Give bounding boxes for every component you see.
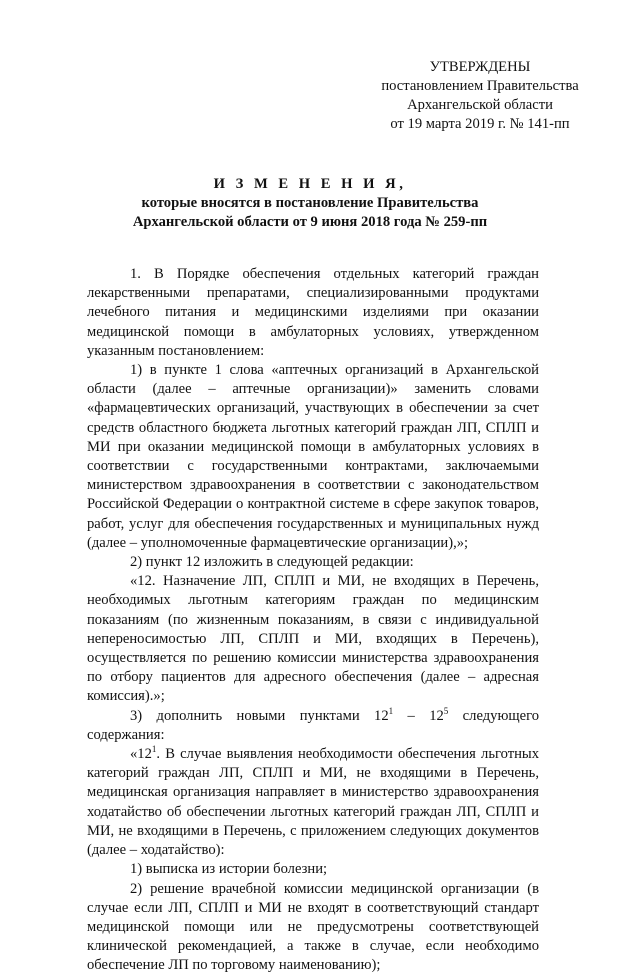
heading-subtitle: Архангельской области от 9 июня 2018 года № 259-пп [132,214,488,230]
approval-line: Архангельской области [407,97,553,113]
approval-block [360,58,600,134]
paragraph-text: следующего содержания: [87,707,539,743]
paragraph-text: 3) дополнить новыми пунктами 12 [130,707,389,724]
heading-title: И З М Е Н Е Н И Я, [213,176,407,192]
approval-title: УТВЕРЖДЕНЫ [429,59,531,75]
paragraph: 2) решение врачебной комиссии медицинской организации (в случае если ЛП, СПЛП и МИ не входят в соответствующий стандарт медицинской помощи или не предусмотрены соответствующей клинической рекомендацией, а также в случае, если необходимо обеспечение ЛП по торговому наименованию); [87,880,539,974]
superscript: 5 [443,705,449,716]
paragraph-text: – 12 [393,707,444,724]
paragraph-text: «12 [130,746,152,763]
approval-line: постановлением Правительства [381,78,579,94]
paragraph-text: . В случае выявления необходимости обеспечения льготных категорий граждан ЛП, СПЛП и МИ, не входящими в Перечень, медицинская организация направляет в министерство здравоохранения ходатайство об обеспечении льготных категорий граждан ЛП, СПЛП и МИ, не входящими в Перечень, с приложением следующих документов (далее – ходатайство): [87,746,539,859]
superscript: 1 [388,705,394,716]
document-heading [120,175,500,232]
approval-date: от 19 марта 2019 г. № 141-пп [390,116,570,132]
paragraph [87,707,539,745]
paragraph: «12. Назначение ЛП, СПЛП и МИ, не входящих в Перечень, необходимых льготным категориям граждан по медицинским показаниям (по жизненным показаниям, в связи с индивидуальной непереносимостью ЛП, СПЛП и МИ, входящих в Перечень), осуществляется по решению комиссии министерства здравоохранения по отбору пациентов для адресного обеспечения (далее – адресная комиссия).»; [87,573,539,705]
paragraph: 2) пункт 12 изложить в следующей редакции: [130,554,414,571]
document-body [87,265,539,976]
heading-subtitle: которые вносятся в постановление Правительства [141,195,479,211]
paragraph: 1. В Порядке обеспечения отдельных категорий граждан лекарственными препаратами, специализированными продуктами лечебного питания и медицинскими изделиями при оказании медицинской помощи в амбулаторных условиях, утвержденном указанным постановлением: [87,266,539,359]
superscript: 1 [151,744,157,755]
paragraph: 1) выписка из истории болезни; [130,861,328,878]
paragraph [87,745,539,860]
paragraph: 1) в пункте 1 слова «аптечных организаций в Архангельской области (далее – аптечные организации)» заменить словами «фармацевтических организаций, участвующих в обеспечении за счет средств областного бюджета льготных категорий граждан ЛП, СПЛП и МИ при оказании медицинской помощи в амбулаторных условиях в соответствии с государственными контрактами, заключаемыми министерством здравоохранения в соответствии с законодательством Российской Федерации о контрактной системе в сфере закупок товаров, работ, услуг для обеспечения государственных и муниципальных нужд (далее – уполномоченные фармацевтические организации),»; [87,362,539,551]
